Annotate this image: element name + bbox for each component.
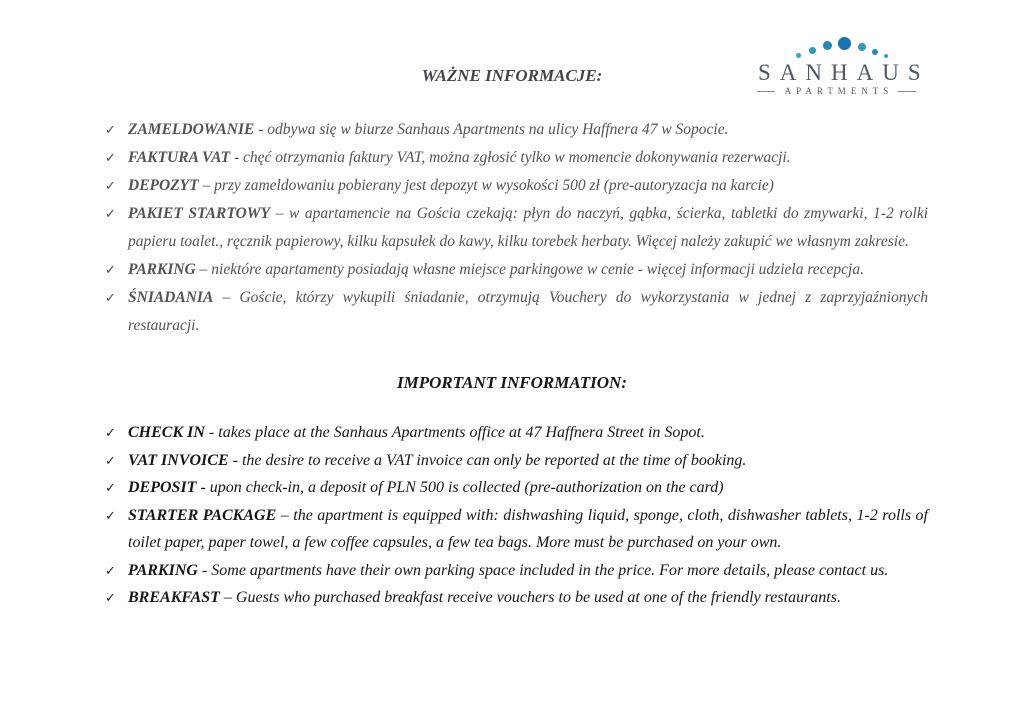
- logo-dot: [884, 54, 888, 58]
- checkmark-icon: ✓: [105, 150, 116, 165]
- english-info-list: [105, 419, 928, 612]
- logo-brand-text: SANHAUS: [758, 60, 930, 85]
- item-desc: - chęć otrzymania faktury VAT, można zgłosić tylko w momencie dokonywania rezerwacji.: [233, 149, 791, 166]
- list-item-text: [128, 447, 928, 475]
- item-desc: - Some apartments have their own parking space included in the price. For more details, please contact us.: [201, 561, 889, 579]
- list-item-parking-pl: [105, 256, 928, 284]
- sanhaus-logo: [749, 40, 930, 98]
- item-term: PARKING: [128, 261, 196, 278]
- list-item-parking-en: [105, 557, 928, 585]
- checkmark-icon: ✓: [105, 452, 116, 468]
- item-desc: – Goście, którzy wykupili śniadanie, otrzymują Vouchery do wykorzystania w jednej z zaprzyjaźnionych restauracji.: [128, 289, 928, 334]
- item-term: DEPOSIT: [128, 479, 197, 496]
- list-item-text: [128, 502, 928, 557]
- logo-dot: [858, 43, 866, 51]
- checkmark-icon: ✓: [105, 206, 116, 221]
- logo-dot: [823, 41, 832, 50]
- list-item-text: [128, 584, 928, 612]
- polish-info-list: [105, 116, 928, 340]
- checkmark-icon: ✓: [105, 562, 116, 578]
- list-item-vat-invoice: [105, 447, 928, 475]
- item-term: PAKIET STARTOWY: [128, 205, 270, 222]
- checkmark-icon: ✓: [105, 425, 116, 440]
- list-item-breakfast: [105, 584, 928, 612]
- checkmark-icon: ✓: [105, 178, 116, 193]
- logo-arc-dots-icon: [749, 38, 924, 62]
- polish-section-title: WAŻNE INFORMACJE:: [421, 66, 603, 85]
- list-item-check-in: [105, 419, 928, 447]
- list-item-text: [128, 557, 928, 585]
- list-item-text: [128, 144, 928, 172]
- item-term: DEPOZYT: [128, 177, 199, 194]
- checkmark-icon: ✓: [105, 122, 116, 137]
- english-section-title: IMPORTANT INFORMATION:: [396, 373, 627, 392]
- checkmark-icon: ✓: [105, 262, 116, 277]
- item-term: ZAMELDOWANIE: [128, 121, 255, 138]
- list-item-text: [128, 200, 928, 256]
- item-desc: - takes place at the Sanhaus Apartments office at 47 Haffnera Street in Sopot.: [208, 424, 705, 441]
- item-desc: - odbywa się w biurze Sanhaus Apartments na ulicy Haffnera 47 w Sopocie.: [258, 121, 729, 138]
- logo-rule-right: [898, 91, 916, 92]
- list-item-pakiet-startowy: [105, 200, 928, 256]
- item-term: BREAKFAST: [128, 589, 220, 606]
- logo-subtitle-text: APARTMENTS: [784, 86, 894, 96]
- list-item-text: [128, 256, 928, 284]
- list-item-deposit: [105, 474, 928, 502]
- list-item-text: [128, 284, 928, 340]
- item-term: STARTER PACKAGE: [128, 506, 277, 524]
- logo-dot: [872, 49, 878, 55]
- checkmark-icon: ✓: [105, 507, 116, 523]
- list-item-text: [128, 474, 928, 502]
- item-term: ŚNIADANIA: [128, 289, 214, 306]
- list-item-starter-package: [105, 502, 928, 557]
- item-desc: - the desire to receive a VAT invoice can only be reported at the time of booking.: [232, 451, 747, 469]
- logo-dot: [809, 47, 816, 54]
- item-desc: – the apartment is equipped with: dishwashing liquid, sponge, cloth, dishwasher tablets, 1-2 rolls of toilet paper, paper towel, a few coffee capsules, a few tea bags. More must be purchased on your own.: [128, 506, 928, 551]
- logo-dot: [838, 37, 851, 50]
- item-term: PARKING: [128, 561, 198, 579]
- logo-dot: [796, 53, 801, 58]
- list-item-sniadania: [105, 284, 928, 340]
- item-desc: – w apartamencie na Gościa czekają: płyn do naczyń, gąbka, ścierka, tabletki do zmywarki, 1-2 rolki papieru toalet., ręcznik papierowy, kilku kapsułek do kawy, kilku torebek herbaty. Więcej należy zakupić we własnym zakresie.: [128, 205, 929, 250]
- list-item-text: [128, 172, 928, 200]
- logo-rule-left: [757, 91, 775, 92]
- list-item-depozyt: [105, 172, 928, 200]
- item-desc: – Guests who purchased breakfast receive vouchers to be used at one of the friendly restaurants.: [223, 589, 841, 606]
- list-item-faktura-vat: [105, 144, 928, 172]
- item-term: VAT INVOICE: [128, 451, 229, 469]
- checkmark-icon: ✓: [105, 480, 116, 495]
- item-desc: - upon check-in, a deposit of PLN 500 is collected (pre-authorization on the card): [200, 479, 724, 496]
- list-item-zameldowanie: [105, 116, 928, 144]
- item-desc: – niektóre apartamenty posiadają własne miejsce parkingowe w cenie - więcej informacji udziela recepcja.: [199, 261, 864, 278]
- list-item-text: [128, 116, 928, 144]
- item-desc: – przy zameldowaniu pobierany jest depozyt w wysokości 500 zł (pre-autoryzacja na karcie): [202, 177, 774, 194]
- logo-subtitle: [749, 86, 924, 96]
- checkmark-icon: ✓: [105, 590, 116, 605]
- checkmark-icon: ✓: [105, 290, 116, 305]
- list-item-text: [128, 419, 928, 447]
- item-term: FAKTURA VAT: [128, 149, 231, 166]
- item-term: CHECK IN: [128, 424, 205, 441]
